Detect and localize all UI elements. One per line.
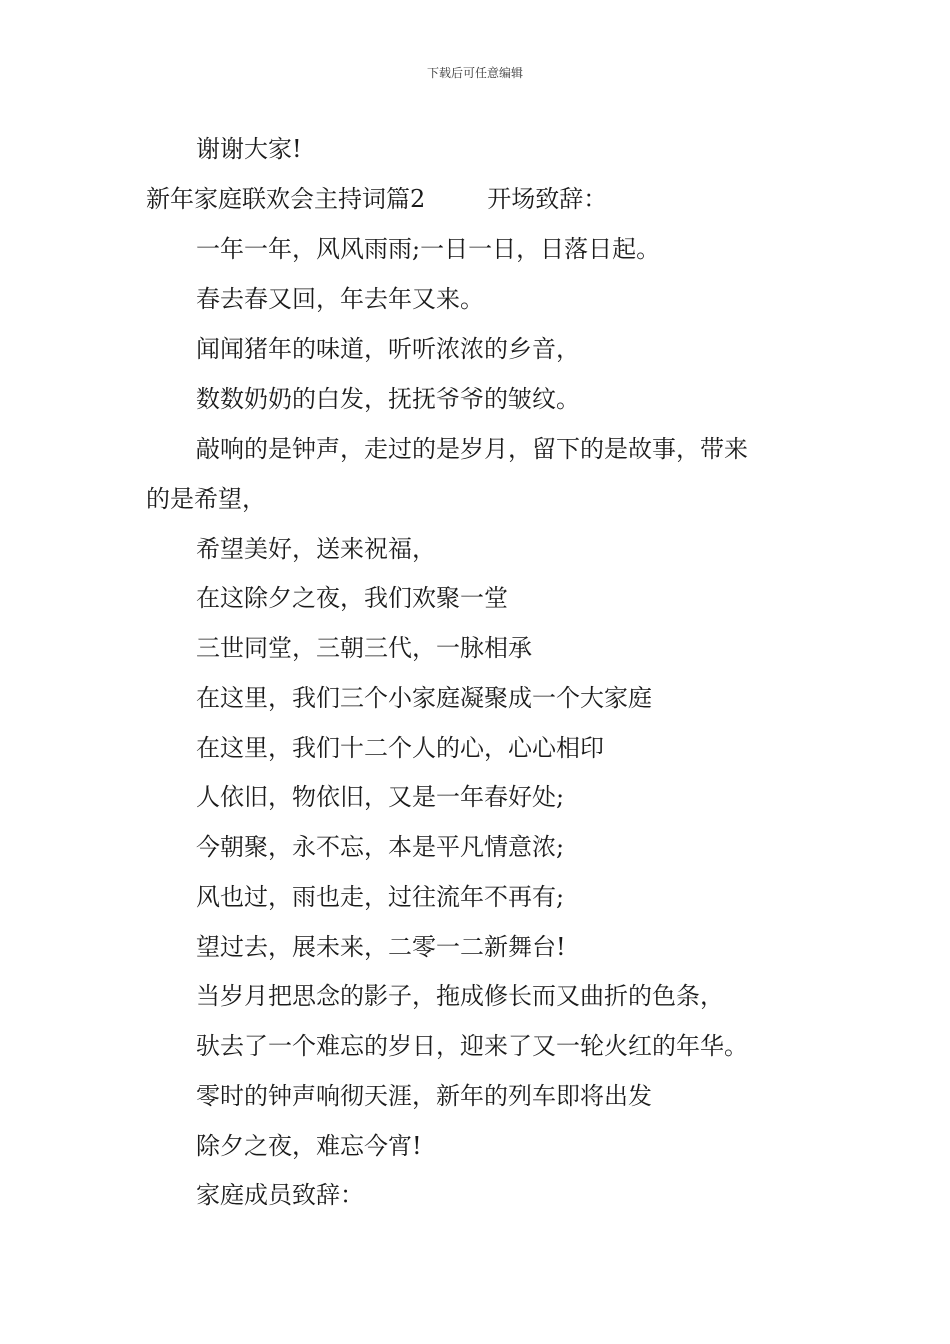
paragraph-line: 驮去了一个难忘的岁日，迎来了又一轮火红的年华。	[196, 1032, 748, 1060]
paragraph-line: 风也过，雨也走，过往流年不再有;	[196, 883, 565, 911]
paragraph-line: 在这里，我们十二个人的心，心心相印	[196, 734, 604, 762]
section-subtitle: 开场致辞：	[487, 185, 608, 213]
paragraph-line: 在这除夕之夜，我们欢聚一堂	[196, 584, 508, 612]
paragraph-line: 闻闻猪年的味道，听听浓浓的乡音，	[196, 335, 580, 363]
paragraph-line: 一年一年，风风雨雨;一日一日，日落日起。	[196, 235, 661, 263]
paragraph-thanks: 谢谢大家!	[196, 135, 302, 163]
paragraph-line: 在这里，我们三个小家庭凝聚成一个大家庭	[196, 684, 652, 712]
section-title-line	[146, 184, 607, 214]
paragraph-line: 春去春又回，年去年又来。	[196, 285, 484, 313]
section-title: 新年家庭联欢会主持词篇2	[146, 185, 426, 213]
paragraph-line: 望过去，展未来，二零一二新舞台!	[196, 933, 566, 961]
paragraph-line: 当岁月把思念的影子，拖成修长而又曲折的色条，	[196, 982, 724, 1010]
paragraph-line: 家庭成员致辞：	[196, 1181, 364, 1209]
paragraph-line: 希望美好，送来祝福，	[196, 535, 436, 563]
page-header: 下载后可任意编辑	[426, 66, 523, 80]
paragraph-line: 数数奶奶的白发，抚抚爷爷的皱纹。	[196, 385, 580, 413]
paragraph-line-continued: 的是希望，	[146, 485, 266, 513]
paragraph-line: 今朝聚，永不忘，本是平凡情意浓;	[196, 833, 565, 861]
paragraph-line: 除夕之夜，难忘今宵!	[196, 1132, 422, 1160]
paragraph-line: 敲响的是钟声，走过的是岁月，留下的是故事，带来	[196, 435, 748, 463]
paragraph-line: 人依旧，物依旧，又是一年春好处;	[196, 783, 565, 811]
paragraph-line: 三世同堂，三朝三代，一脉相承	[196, 634, 532, 662]
paragraph-line: 零时的钟声响彻天涯，新年的列车即将出发	[196, 1082, 652, 1110]
